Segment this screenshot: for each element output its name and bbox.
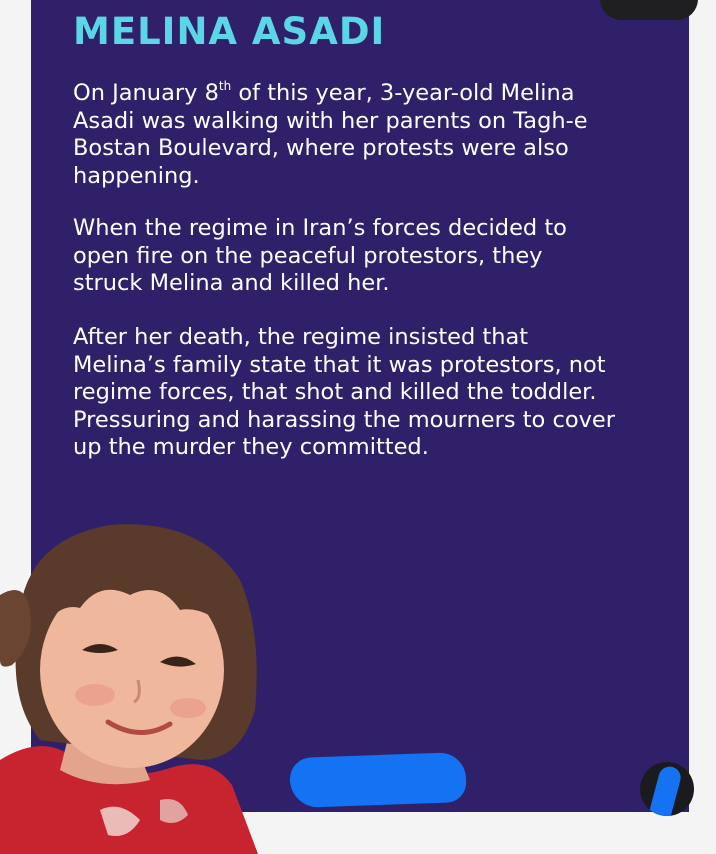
paragraph-3-line-3: regime forces, that shot and killed the toddler. [73, 379, 597, 405]
paragraph-3 [73, 324, 673, 462]
paragraph-1-line-3: Bostan Boulevard, where protests were also [73, 135, 569, 161]
scroll-top-icon[interactable] [640, 762, 694, 816]
paragraph-2-line-2: open fire on the peaceful protestors, they [73, 242, 543, 269]
paragraph-3-line-2: Melina’s family state that it was protestors, not [73, 351, 606, 378]
top-corner-button[interactable] [600, 0, 698, 20]
child-portrait-photo [0, 510, 270, 854]
redaction-scribble [289, 752, 467, 808]
paragraph-3-line-5: up the murder they committed. [73, 434, 429, 460]
paragraph-3-line-4: Pressuring and harassing the mourners to cover [73, 406, 616, 433]
paragraph-3-line-1: After her death, the regime insisted that [73, 324, 529, 350]
paragraph-1-line-1: On January 8th of this year, 3-year-old Melina [73, 79, 575, 106]
paragraph-1-line-2: Asadi was walking with her parents on Tagh-e [73, 107, 588, 134]
paragraph-2-line-3: struck Melina and killed her. [73, 270, 390, 296]
paragraph-1 [73, 80, 673, 190]
paragraph-2 [73, 215, 673, 298]
paragraph-1-line-4: happening. [73, 162, 200, 189]
redaction-mark [647, 764, 683, 816]
post-title: MELINA ASADI [73, 10, 386, 53]
paragraph-2-line-1: When the regime in Iran’s forces decided to [73, 215, 567, 241]
